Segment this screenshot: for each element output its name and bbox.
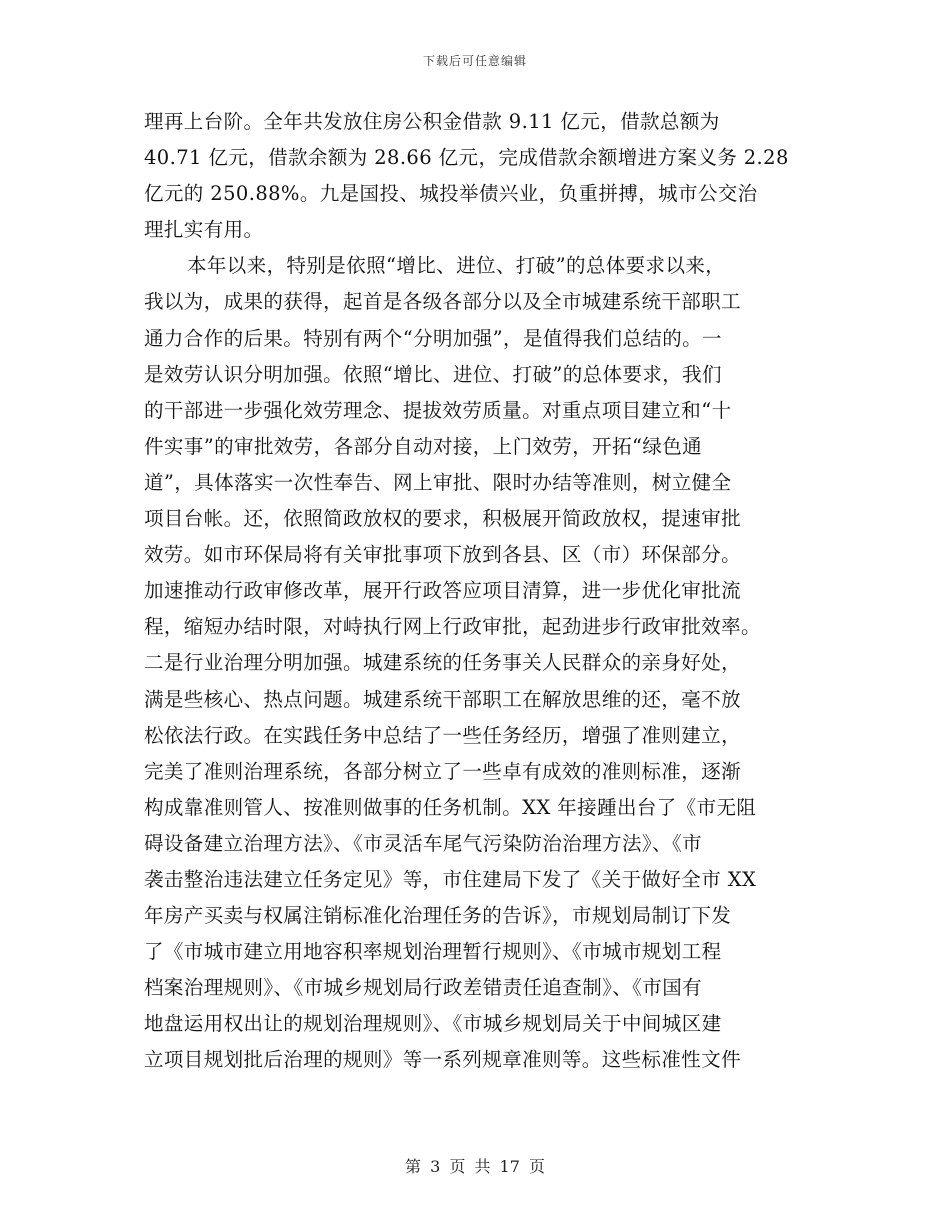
- page-header-note: 下载后可任意编辑: [422, 54, 527, 68]
- page-number-footer: 第 3 页 共 17 页: [405, 1157, 545, 1176]
- text-line: 道”，具体落实一次性奉告、网上审批、限时办结等准则，树立健全: [144, 470, 732, 494]
- text-line: 程，缩短办结时限，对峙执行网上行政审批，起劲进步行政审批效率。: [144, 615, 761, 639]
- text-line: 亿元的 250.88%。九是国投、城投举债兴业，负重拼搏，城市公交治: [144, 182, 758, 206]
- text-line: 效劳。如市环保局将有关审批事项下放到各县、区（市）环保部分。: [144, 543, 742, 567]
- text-line: 松依法行政。在实践任务中总结了一些任务经历，增强了准则建立，: [144, 723, 742, 747]
- text-line: 理扎实有用。: [144, 218, 264, 242]
- text-line: 了《市城市建立用地容积率规划治理暂行规则》、《市城市规划工程: [144, 940, 722, 964]
- text-line: 理再上台阶。全年共发放住房公积金借款 9.11 亿元，借款总额为: [144, 110, 720, 133]
- text-line: 是效劳认识分明加强。依照“增比、进位、打破”的总体要求，我们: [144, 362, 722, 386]
- text-line: 项目台帐。还，依照简政放权的要求，积极展开简政放权，提速审批: [144, 507, 742, 531]
- text-line: 二是行业治理分明加强。城建系统的任务事关人民群众的亲身好处，: [144, 651, 742, 675]
- text-line: 立项目规划批后治理的规则》等一系列规章准则等。这些标准性文件: [144, 1048, 742, 1072]
- document-body: [144, 104, 814, 1079]
- text-line: 地盘运用权出让的规划治理规则》、《市城乡规划局关于中间城区建: [144, 1012, 722, 1036]
- text-line: 我以为，成果的获得，起首是各级各部分以及全市城建系统干部职工: [144, 290, 742, 314]
- paragraph-first-line: 本年以来，特别是依照“增比、进位、打破”的总体要求以来，: [187, 254, 726, 278]
- text-line: 碍设备建立治理方法》、《市灵活车尾气污染防治治理方法》、《市: [144, 831, 703, 855]
- text-line: 档案治理规则》、《市城乡规划局行政差错责任追查制》、《市国有: [144, 976, 703, 1000]
- text-line: 的干部进一步强化效劳理念、提拔效劳质量。对重点项目建立和“十: [144, 398, 732, 422]
- text-line: 件实事”的审批效劳，各部分自动对接，上门效劳，开拓“绿色通: [144, 434, 703, 458]
- text-line: 袭击整治违法建立任务定见》等，市住建局下发了《关于做好全市 XX: [144, 867, 757, 891]
- text-line: 构成靠准则管人、按准则做事的任务机制。XX 年接踵出台了《市无阻: [144, 795, 757, 819]
- text-line: 年房产买卖与权属注销标准化治理任务的告诉》，市规划局制订下发: [144, 904, 732, 928]
- text-line: 加速推动行政审修改革，展开行政答应项目清算，进一步优化审批流: [144, 579, 742, 603]
- text-line: 完美了准则治理系统，各部分树立了一些卓有成效的准则标准，逐渐: [144, 759, 742, 783]
- text-line: 通力合作的后果。特别有两个“分明加强”，是值得我们总结的。一: [144, 326, 722, 350]
- text-line: 40.71 亿元，借款余额为 28.66 亿元，完成借款余额增进方案义务 2.28: [144, 146, 789, 170]
- text-line: 满是些核心、热点问题。城建系统干部职工在解放思维的还，毫不放: [144, 687, 742, 711]
